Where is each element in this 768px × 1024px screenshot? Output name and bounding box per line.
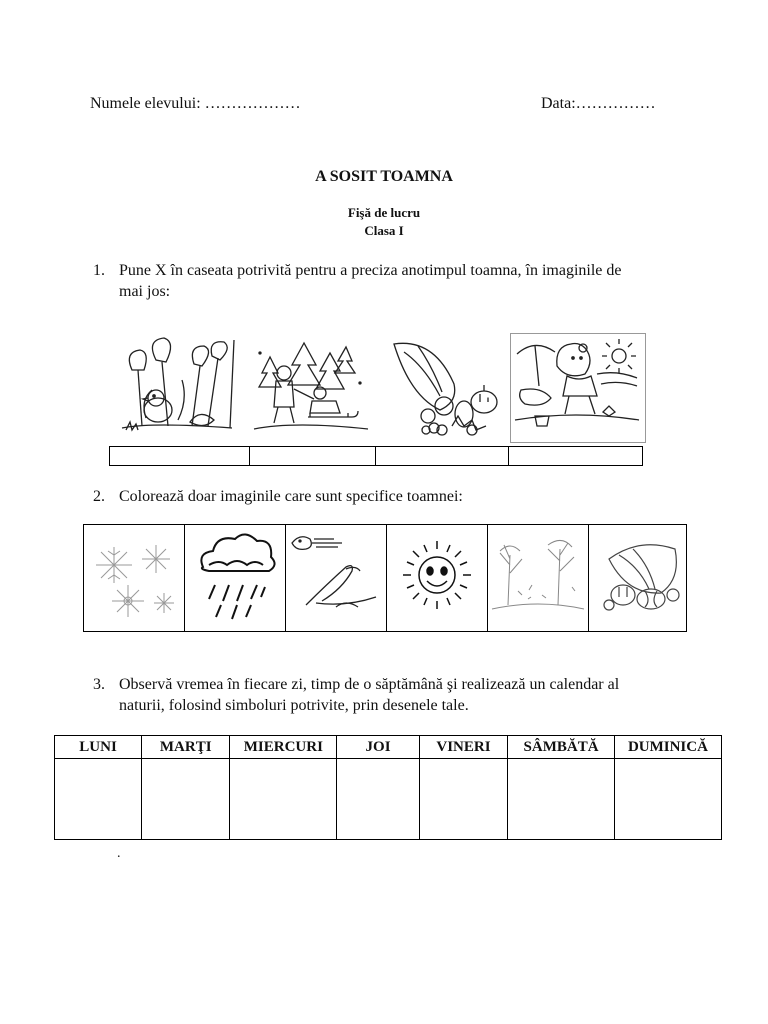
footer-dot: . <box>117 846 121 861</box>
task-2-number: 2. <box>93 488 105 505</box>
task-2-images-strip <box>83 524 687 632</box>
answer-box-2[interactable] <box>250 447 375 465</box>
task-1-line-2: mai jos: <box>119 283 171 300</box>
drawing-cell-wednesday[interactable] <box>230 759 337 840</box>
calendar-drawing-row <box>55 759 722 840</box>
task-2-text <box>93 486 693 507</box>
drawing-cell-sunday[interactable] <box>614 759 721 840</box>
day-header-monday: LUNI <box>55 736 142 759</box>
summer-beach-girl-image <box>510 333 646 443</box>
rain-cloud-image[interactable] <box>185 525 286 631</box>
day-header-wednesday: MIERCURI <box>230 736 337 759</box>
task-1-text <box>93 260 693 302</box>
task-1-answer-boxes <box>109 446 643 466</box>
task-1-number: 1. <box>93 262 105 279</box>
day-header-sunday: DUMINICĂ <box>614 736 721 759</box>
task-3-text <box>93 674 713 716</box>
task-3-number: 3. <box>93 676 105 693</box>
date-label: Data:…………… <box>541 95 656 112</box>
worksheet-title: A SOSIT TOAMNA <box>315 168 453 185</box>
autumn-trees-image[interactable] <box>488 525 589 631</box>
drawing-cell-saturday[interactable] <box>508 759 615 840</box>
spring-flowers-chick-image <box>112 330 244 442</box>
wind-image[interactable] <box>286 525 387 631</box>
sun-image[interactable] <box>387 525 488 631</box>
autumn-harvest-image[interactable] <box>589 525 689 631</box>
cornucopia-harvest-image <box>384 330 506 442</box>
answer-box-3[interactable] <box>376 447 509 465</box>
task-3-line-1: Observă vremea în fiecare zi, timp de o săptămână şi realizează un calendar al <box>119 676 620 693</box>
drawing-cell-thursday[interactable] <box>337 759 419 840</box>
task-3-line-2: naturii, folosind simboluri potrivite, prin desenele tale. <box>119 697 469 714</box>
day-header-saturday: SÂMBĂTĂ <box>508 736 615 759</box>
task-1-line-1: Pune X în caseata potrivită pentru a preciza anotimpul toamna, în imaginile de <box>119 262 622 279</box>
answer-box-1[interactable] <box>110 447 250 465</box>
class-label: Clasa I <box>364 223 404 238</box>
day-header-friday: VINERI <box>419 736 507 759</box>
day-header-tuesday: MARŢI <box>142 736 230 759</box>
winter-children-sled-image <box>250 333 372 441</box>
day-header-thursday: JOI <box>337 736 419 759</box>
nature-calendar-table <box>54 735 722 840</box>
drawing-cell-monday[interactable] <box>55 759 142 840</box>
task-2-line: Colorează doar imaginile care sunt specifice toamnei: <box>119 488 463 505</box>
drawing-cell-tuesday[interactable] <box>142 759 230 840</box>
snowflakes-image[interactable] <box>84 525 185 631</box>
drawing-cell-friday[interactable] <box>419 759 507 840</box>
student-name-label: Numele elevului: ……………… <box>90 95 301 112</box>
worksheet-subtitle: Fişă de lucru <box>347 205 421 220</box>
answer-box-4[interactable] <box>509 447 642 465</box>
calendar-header-row <box>55 736 722 759</box>
